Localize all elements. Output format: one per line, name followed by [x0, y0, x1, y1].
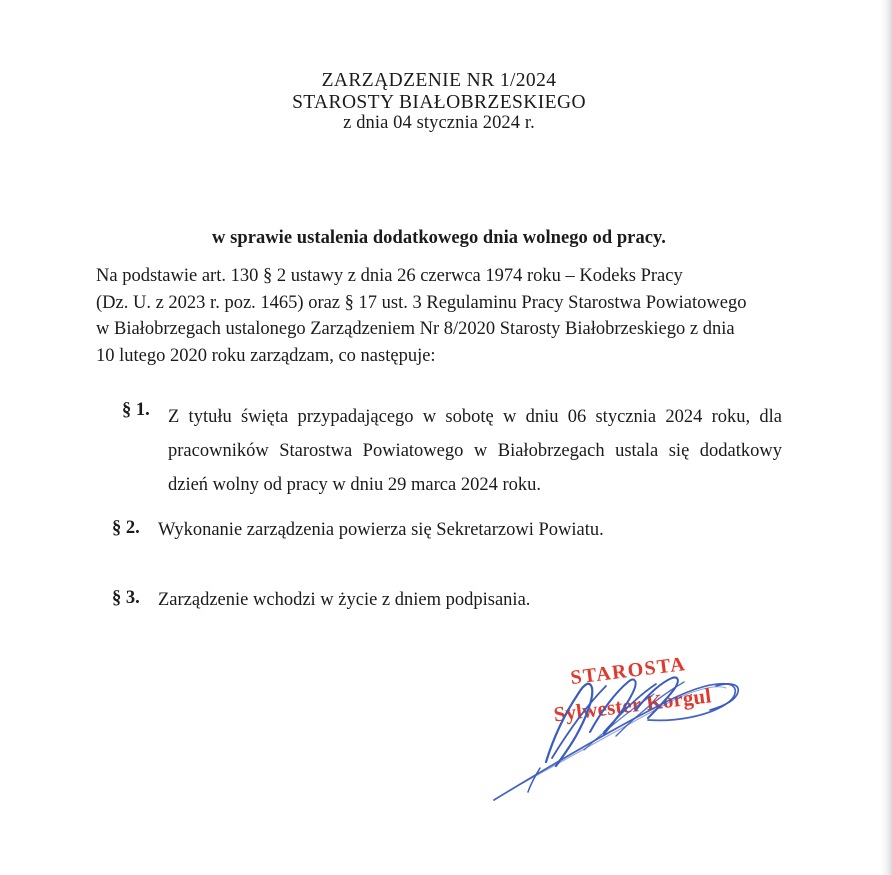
preamble-line: w Białobrzegach ustalonego Zarządzeniem Nr 8/2020 Starosty Białobrzeskiego z dnia — [96, 319, 735, 339]
document-subject: w sprawie ustalenia dodatkowego dnia wolnego od pracy. — [212, 228, 666, 248]
handwritten-signature-icon — [480, 640, 780, 820]
document-preamble — [96, 263, 782, 369]
document-title-block — [96, 70, 782, 135]
section-text: Z tytułu święta przypadającego w sobotę w dniu 06 stycznia 2024 roku, dla pracowników Starostwa Powiatowego w Białobrzegach ustala się dodatkowy dzień wolny od pracy w dniu 29 marca 2024 roku. — [168, 407, 782, 495]
section-text: Wykonanie zarządzenia powierza się Sekretarzowi Powiatu. — [158, 520, 604, 540]
preamble-line: (Dz. U. z 2023 r. poz. 1465) oraz § 17 ust. 3 Regulaminu Pracy Starostwa Powiatowego — [96, 292, 747, 313]
preamble-line: 10 lutego 2020 roku zarządzam, co następuje: — [96, 345, 436, 366]
section-text: Zarządzenie wchodzi w życie z dniem podpisania. — [158, 590, 531, 610]
stamp-role-text: STAROSTA — [569, 653, 688, 690]
section-marker: § 3. — [112, 588, 140, 608]
section-marker: § 1. — [122, 400, 150, 420]
section-paragraph-3 — [96, 588, 782, 612]
title-line-ordinance-number: ZARZĄDZENIE NR 1/2024 — [321, 70, 557, 91]
scan-edge-shadow — [874, 0, 892, 875]
section-paragraph-1 — [96, 400, 782, 502]
signature-block — [480, 640, 780, 820]
official-stamp — [476, 622, 785, 748]
section-marker: § 2. — [112, 518, 140, 538]
stamp-name-text: Sylwester Korgul — [552, 683, 713, 727]
title-line-date: z dnia 04 stycznia 2024 r. — [343, 113, 535, 133]
title-line-issuing-authority: STAROSTY BIAŁOBRZESKIEGO — [292, 91, 586, 113]
section-paragraph-2 — [96, 518, 782, 542]
preamble-line: Na podstawie art. 130 § 2 ustawy z dnia 26 czerwca 1974 roku – Kodeks Pracy — [96, 266, 683, 286]
